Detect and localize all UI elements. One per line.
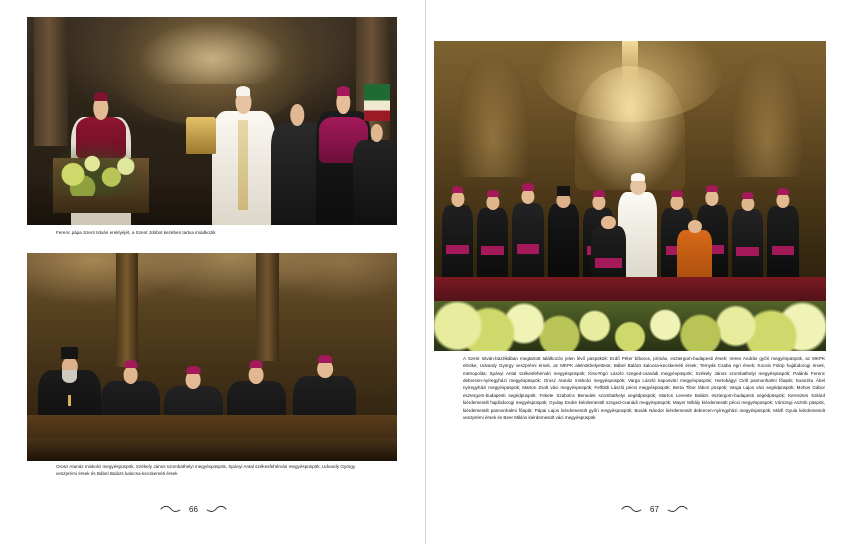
zucchetto-icon	[318, 355, 332, 363]
flower-arrangement	[49, 142, 145, 196]
zucchetto-icon	[250, 360, 263, 368]
bishops-in-pews-photo	[27, 253, 397, 461]
figure-head	[186, 371, 201, 388]
zucchetto-icon	[452, 186, 464, 193]
spread-gutter	[425, 0, 426, 544]
swash-left-icon	[160, 505, 182, 514]
swash-left-icon	[621, 505, 643, 514]
figure-head	[521, 189, 534, 205]
figure-head	[317, 360, 333, 379]
pope-stole	[238, 120, 248, 209]
pectoral-cross-icon	[68, 395, 71, 406]
chandelier	[622, 41, 638, 84]
klobuk-icon	[557, 186, 570, 196]
folio-right	[621, 505, 688, 514]
flower-border	[434, 301, 826, 351]
page-number: 67	[650, 505, 659, 514]
zucchetto-icon	[337, 86, 349, 95]
group-portrait-photo	[434, 41, 826, 351]
zucchetto-icon	[777, 188, 789, 195]
figure-head	[370, 124, 383, 143]
zucchetto-icon	[487, 190, 499, 197]
side-arch-right	[732, 53, 803, 177]
zucchetto-icon	[124, 360, 137, 368]
zucchetto-icon	[742, 192, 754, 199]
pope-head	[630, 178, 646, 195]
figure-head	[601, 216, 615, 230]
beard	[62, 370, 77, 382]
caption-bishops-in-pews: Orosz Atanáz miskolci megyéspüspök, Székely János szombathelyi megyéspüspök, Spányi Antal székesfehérvári megyéspüspök, Udvardy György veszprémi érsek és Bábel Balázs kalocsa-kecskeméti érsek	[56, 464, 356, 476]
banner	[364, 84, 390, 121]
klobuk-icon	[61, 347, 77, 359]
column-left	[34, 17, 67, 146]
swash-right-icon	[205, 505, 227, 514]
pope-figure	[212, 71, 275, 225]
bishops-list-paragraph: A Szent István-bazilikában megtartott találkozón jelen lévő püspökök: Erdő Péter bíboros, prímás, esztergom-budapesti érsek; Veres András győri megyéspüspök, az MKPK elnöke; Udvardy György veszprémi érsek, az MKPK alelnökhelyettese; Bábel Balázs kalocsa-kecskeméti érsek; Ternyák Csaba egri érsek; Kocsis Fülöp hajdúdorogi érsek, metropolita; Spányi Antal székesfehérvári megyéspüspök; Kiss-Rigó László szeged-csanádi megyéspüspök; Székely János szombathelyi megyéspüspök; Palánki Ferenc debrecen-nyíregyházi megyéspüspök; Orosz Atanáz miskolci megyéspüspök; Varga László kaposvári megyéspüspök; Hortobágyi Cirill pannonhalmi főapát; Soanzku Ábel nyíregyházi megyéspüspök; Marton Zsolt váci megyéspüspök; Felföldi László pécsi megyéspüspök; Berta Tibor tábori püspök; Varga Lajos váci segédpüspök; Mohos Gábor esztergom-budapesti segédpüspök; Fekete Szabolcs Benedek szombathelyi segédpüspök; Martos Levente Balázs esztergom-budapesti segédpüspök; Keresztes Szilárd kiérdemesült hajdúdorogi megyéspüspök; Gyulay Endre kiérdemesült szeged-csanádi megyéspüspök; Mayer Mihály kiérdemesült pécsi megyéspüspök; Várszegi Asztrik püspök, kiérdemesült pannonhalmi főapát; Pápai Lajos kiérdemesült győri megyéspüspök; Bosák Nándor kiérdemesült debrecen-nyíregyházi megyéspüspök; Márfi Gyula kiérdemesült veszprémi érsek és Beer Miklós kiérdemesült váci megyéspüspök	[463, 356, 825, 420]
side-arch-left	[458, 53, 529, 177]
zucchetto-icon	[522, 183, 534, 190]
red-carpet	[434, 277, 826, 302]
zucchetto-icon	[671, 190, 683, 197]
zucchetto-icon	[593, 190, 605, 197]
figure-head	[123, 366, 138, 384]
swash-right-icon	[666, 505, 688, 514]
pope-zucchetto-icon	[237, 86, 251, 95]
figure-sash	[595, 258, 622, 268]
nave-vault	[27, 253, 397, 324]
folio-left	[160, 505, 227, 514]
holy-right-hand-reliquary	[186, 117, 216, 154]
figure-cassock	[353, 140, 397, 225]
zucchetto-icon	[94, 92, 108, 101]
pew-front	[27, 438, 397, 461]
zucchetto-icon	[706, 185, 718, 192]
figure-head	[249, 366, 264, 384]
right-page	[425, 0, 850, 544]
pope-at-ambo-photo	[27, 17, 397, 225]
page-number: 66	[189, 505, 198, 514]
zucchetto-icon	[187, 366, 200, 373]
caption-pope-at-ambo: Ferenc pápa Szent István ereklyéjét, a Szent Jobbot kezében tartva imádkozik	[56, 230, 216, 235]
figure-head	[706, 190, 719, 205]
pope-zucchetto-icon	[631, 173, 645, 181]
